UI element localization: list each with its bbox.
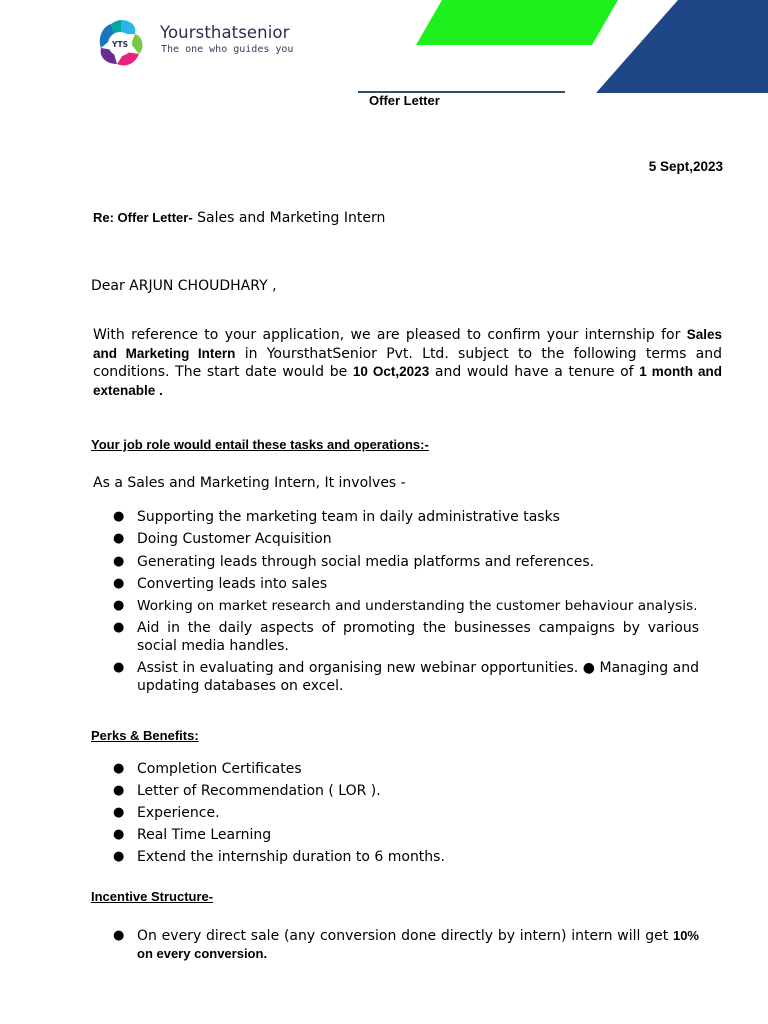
bullet-icon: ● <box>113 509 125 524</box>
task-text: Assist in evaluating and organising new webinar opportunities. ● Managing and updating databases on excel. <box>137 660 699 694</box>
intro-paragraph <box>93 326 722 400</box>
bullet-icon: ● <box>113 827 125 842</box>
incentive-text <box>137 927 699 963</box>
document-title: Offer Letter <box>369 93 440 108</box>
perk-text: Experience. <box>137 805 220 821</box>
logo-tagline: The one who guides you <box>161 44 294 55</box>
bullet-icon: ● <box>113 761 125 776</box>
paragraph-tenure: 1 month and extenable . <box>93 364 722 398</box>
bullet-icon: ● <box>113 554 125 569</box>
bullet-icon: ● <box>113 805 125 820</box>
bullet-icon: ● <box>113 531 125 546</box>
job-role-intro: As a Sales and Marketing Intern, It involves - <box>93 475 406 491</box>
logo-mark-icon <box>95 18 147 70</box>
perk-text: Extend the internship duration to 6 months. <box>137 849 445 865</box>
bullet-icon: ● <box>113 598 125 613</box>
bullet-icon: ● <box>113 783 125 798</box>
salutation: Dear ARJUN CHOUDHARY , <box>91 278 277 294</box>
task-text: Generating leads through social media platforms and references. <box>137 554 595 570</box>
incentive-item <box>113 927 703 963</box>
task-text: Doing Customer Acquisition <box>137 531 332 547</box>
paragraph-part2: in YoursthatSenior Pvt. Ltd. subject to the following terms and conditions. The start date would be <box>93 345 722 380</box>
bullet-icon: ● <box>113 620 125 635</box>
letter-date: 5 Sept,2023 <box>648 159 723 174</box>
bullet-icon: ● <box>113 576 125 591</box>
perk-text: Completion Certificates <box>137 761 302 777</box>
bullet-icon: ● <box>113 849 125 864</box>
bullet-icon: ● <box>113 928 125 943</box>
incentive-heading: Incentive Structure- <box>91 889 214 904</box>
subject-line <box>93 207 385 226</box>
perk-text: Real Time Learning <box>137 827 272 843</box>
paragraph-part1: With reference to your application, we are pleased to confirm your internship for <box>93 327 687 343</box>
paragraph-role: Sales and Marketing Intern <box>93 327 722 361</box>
company-logo <box>93 14 308 70</box>
task-text: Working on market research and understanding the customer behaviour analysis. <box>137 598 698 614</box>
logo-name: Yoursthatsenior <box>160 23 290 42</box>
bullet-icon: ● <box>113 660 125 675</box>
paragraph-part3: and would have a tenure of <box>429 364 640 380</box>
subject-label: Re: Offer Letter- <box>93 210 193 225</box>
perk-text: Letter of Recommendation ( LOR ). <box>137 783 381 799</box>
header-blue-shape <box>596 0 768 93</box>
incentive-text-plain: On every direct sale (any conversion done directly by intern) intern will get <box>137 928 673 944</box>
job-role-heading: Your job role would entail these tasks and operations:- <box>91 437 429 452</box>
task-item <box>113 619 703 655</box>
subject-text: Sales and Marketing Intern <box>192 210 386 226</box>
header-green-shape <box>416 0 618 45</box>
task-text: Aid in the daily aspects of promoting the businesses campaigns by various social media handles. <box>137 620 699 654</box>
task-text: Converting leads into sales <box>137 576 328 592</box>
paragraph-start-date: 10 Oct,2023 <box>352 364 430 379</box>
incentive-text-bold: 10% on every conversion. <box>137 928 699 961</box>
logo-mark-text: YTS <box>112 40 128 49</box>
task-item <box>113 659 703 695</box>
task-text: Supporting the marketing team in daily administrative tasks <box>137 509 560 525</box>
perks-heading: Perks & Benefits: <box>91 728 199 743</box>
